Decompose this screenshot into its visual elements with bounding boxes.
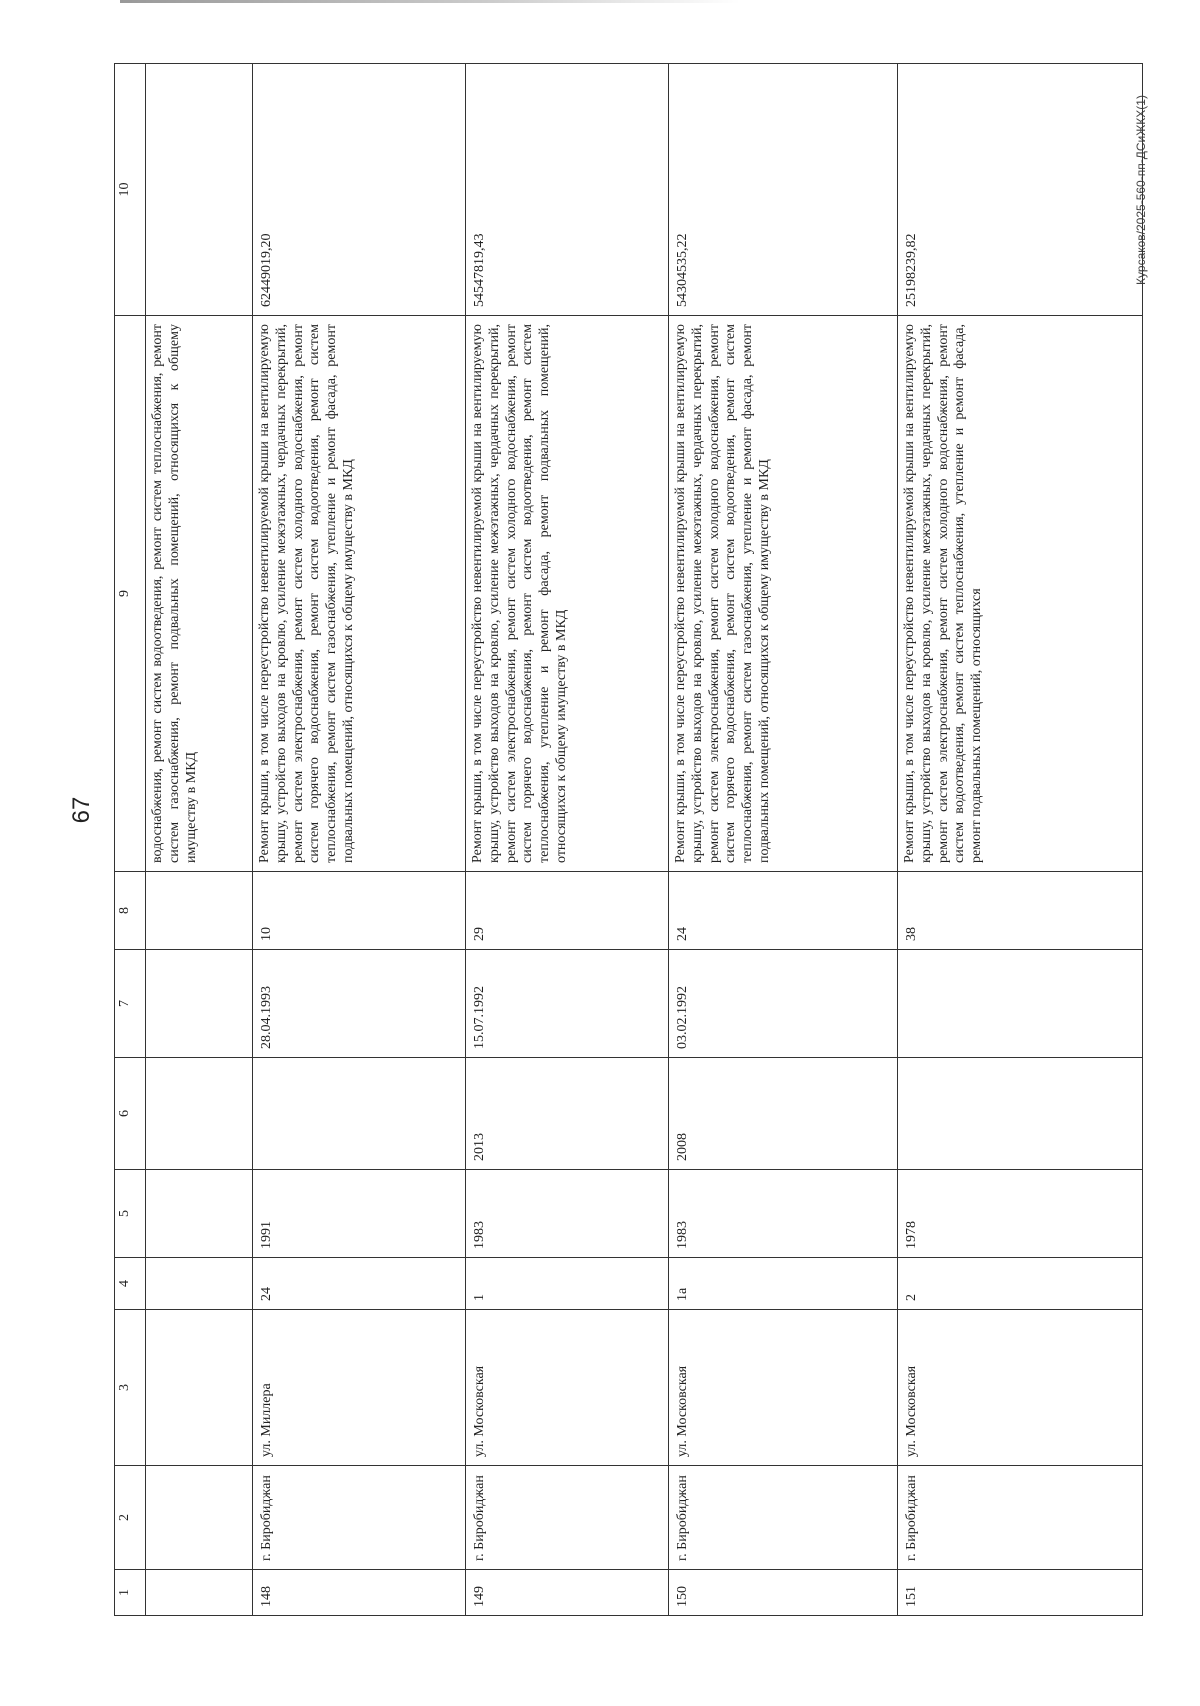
table-row: [669, 64, 898, 1616]
column-header: 8: [115, 872, 146, 950]
cell-year-repair: 2013: [466, 1058, 669, 1170]
table-row: [253, 64, 466, 1616]
cell-cost: 25198239,82: [898, 64, 1143, 316]
column-header: 10: [115, 64, 146, 316]
cell-empty: [146, 1570, 253, 1616]
column-header: 2: [115, 1466, 146, 1570]
cell-date: [898, 950, 1143, 1058]
cell-year-repair: 2008: [669, 1058, 898, 1170]
column-header: 1: [115, 1570, 146, 1616]
cell-date: 03.02.1992: [669, 950, 898, 1058]
cell-cost: 54547819,43: [466, 64, 669, 316]
column-header-row: [115, 64, 146, 1616]
cell-year-built: 1983: [466, 1170, 669, 1258]
repair-program-table: [114, 63, 1143, 1616]
cell-number: 148: [253, 1570, 466, 1616]
column-header: 6: [115, 1058, 146, 1170]
cell-house: 2: [898, 1258, 1143, 1310]
rotated-table-container: [114, 64, 1072, 1616]
cell-date: 15.07.1992: [466, 950, 669, 1058]
cell-cost: 54304535,22: [669, 64, 898, 316]
cell-count: 29: [466, 872, 669, 950]
scan-edge-line: [120, 0, 740, 3]
cell-empty: [146, 1466, 253, 1570]
cell-street: ул. Московская: [898, 1310, 1143, 1466]
cell-count: 38: [898, 872, 1143, 950]
cell-year-repair: [898, 1058, 1143, 1170]
cell-house: 1а: [669, 1258, 898, 1310]
column-header: 7: [115, 950, 146, 1058]
cell-year-built: 1991: [253, 1170, 466, 1258]
cell-empty: [146, 1058, 253, 1170]
table-row-continuation: [146, 64, 253, 1616]
table-row: [898, 64, 1143, 1616]
cell-count: 10: [253, 872, 466, 950]
cell-works: Ремонт крыши, в том числе переустройство невентилируемой крыши на вентилируемую крышу, устройство выходов на кровлю, усиление межэтажных, чердачных перекрытий, ремонт систем электроснабжения, ремонт систем холодного водоснабжения, ремонт систем горячего водоснабжения, ремонт систем водоотведения, ремонт систем теплоснабжения, утепление и ремонт фасада, ремонт подвальных помещений, относящихся к общему имуществу в МКД: [466, 316, 669, 872]
cell-number: 151: [898, 1570, 1143, 1616]
cell-cost: 62449019,20: [253, 64, 466, 316]
cell-empty: [146, 872, 253, 950]
cell-works: Ремонт крыши, в том числе переустройство невентилируемой крыши на вентилируемую крышу, устройство выходов на кровлю, усиление межэтажных, чердачных перекрытий, ремонт систем электроснабжения, ремонт систем холодного водоснабжения, ремонт систем водоотведения, ремонт систем теплоснабжения, утепление и ремонт фасада, ремонт подвальных помещений, относящихся: [898, 316, 1143, 872]
cell-number: 149: [466, 1570, 669, 1616]
table-row: [466, 64, 669, 1616]
page-number: 67: [68, 796, 95, 824]
cell-works: Ремонт крыши, в том числе переустройство невентилируемой крыши на вентилируемую крышу, устройство выходов на кровлю, усиление межэтажных, чердачных перекрытий, ремонт систем электроснабжения, ремонт систем холодного водоснабжения, ремонт систем горячего водоснабжения, ремонт систем водоотведения, ремонт систем теплоснабжения, ремонт систем газоснабжения, утепление и ремонт фасада, ремонт подвальных помещений, относящихся к общему имуществу в МКД: [253, 316, 466, 872]
cell-works-continued: водоснабжения, ремонт систем водоотведения, ремонт систем теплоснабжения, ремонт систем газоснабжения, ремонт подвальных помещений, относящихся к общему имуществу в МКД: [146, 316, 253, 872]
cell-house: 1: [466, 1258, 669, 1310]
column-header: 9: [115, 316, 146, 872]
cell-empty: [146, 950, 253, 1058]
cell-count: 24: [669, 872, 898, 950]
cell-street: ул. Миллера: [253, 1310, 466, 1466]
cell-year-built: 1983: [669, 1170, 898, 1258]
cell-city: г. Биробиджан: [898, 1466, 1143, 1570]
cell-city: г. Биробиджан: [253, 1466, 466, 1570]
cell-street: ул. Московская: [466, 1310, 669, 1466]
cell-city: г. Биробиджан: [669, 1466, 898, 1570]
cell-year-repair: [253, 1058, 466, 1170]
cell-empty: [146, 64, 253, 316]
column-header: 3: [115, 1310, 146, 1466]
cell-empty: [146, 1170, 253, 1258]
column-header: 4: [115, 1258, 146, 1310]
table-frame: [114, 64, 1072, 1616]
cell-street: ул. Московская: [669, 1310, 898, 1466]
cell-empty: [146, 1310, 253, 1466]
cell-year-built: 1978: [898, 1170, 1143, 1258]
cell-date: 28.04.1993: [253, 950, 466, 1058]
cell-works: Ремонт крыши, в том числе переустройство невентилируемой крыши на вентилируемую крышу, устройство выходов на кровлю, усиление межэтажных, чердачных перекрытий, ремонт систем электроснабжения, ремонт систем холодного водоснабжения, ремонт систем горячего водоснабжения, ремонт систем водоотведения, ремонт систем теплоснабжения, ремонт систем газоснабжения, утепление и ремонт фасада, ремонт подвальных помещений, относящихся к общему имуществу в МКД: [669, 316, 898, 872]
cell-empty: [146, 1258, 253, 1310]
column-header: 5: [115, 1170, 146, 1258]
document-reference-text: Курсаков/2025-560-пп-ДСиЖКХ(1): [1134, 95, 1148, 285]
cell-city: г. Биробиджан: [466, 1466, 669, 1570]
cell-house: 24: [253, 1258, 466, 1310]
cell-number: 150: [669, 1570, 898, 1616]
